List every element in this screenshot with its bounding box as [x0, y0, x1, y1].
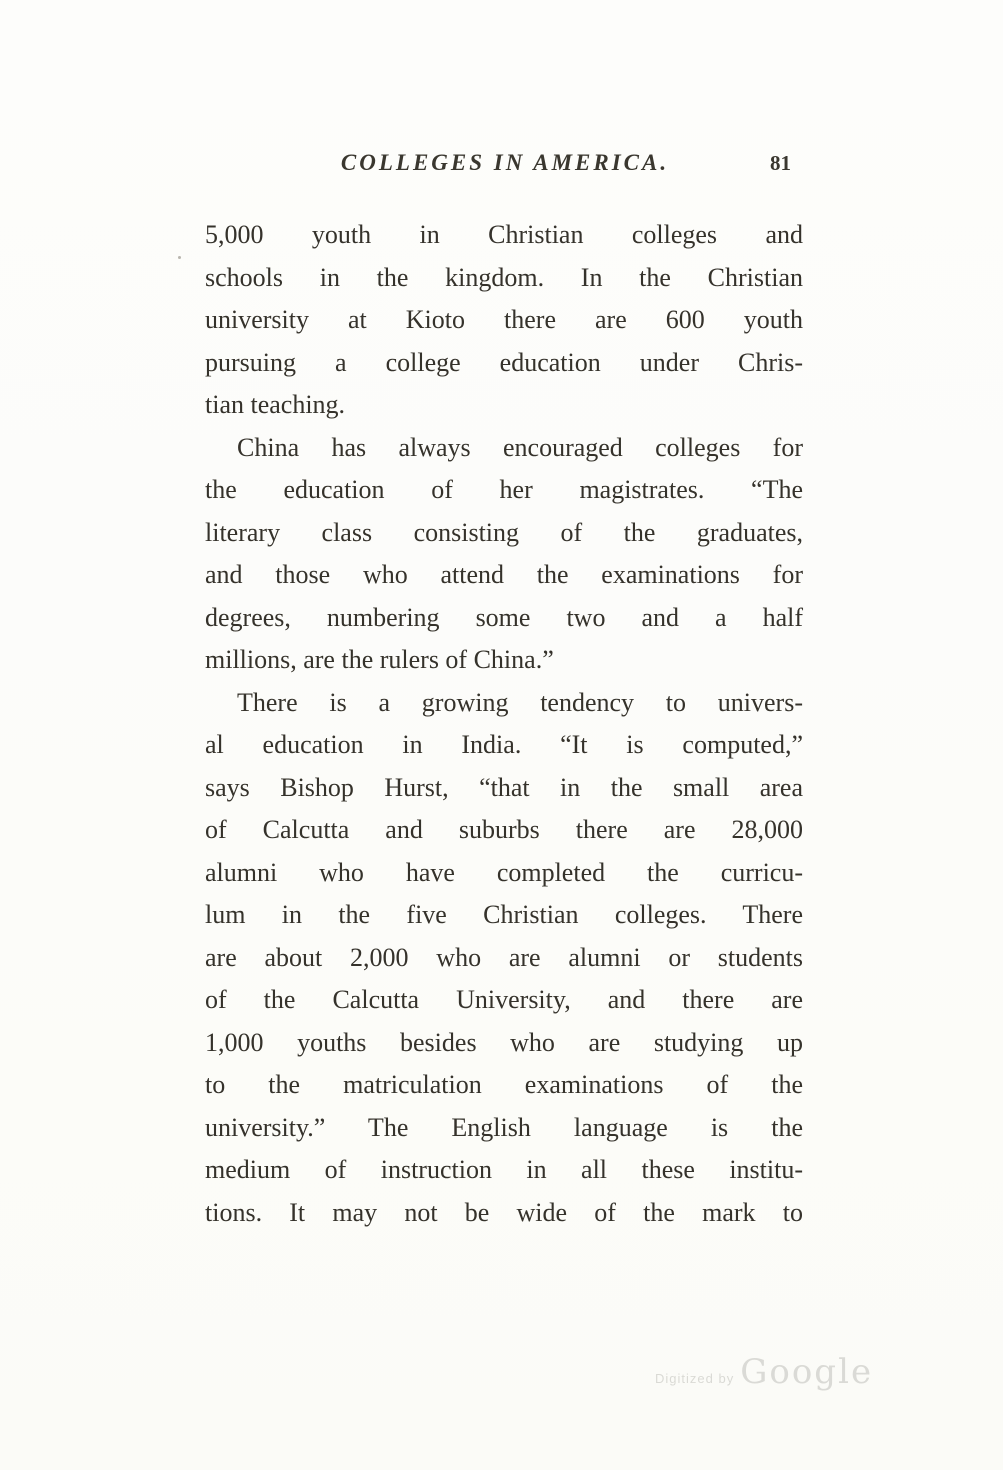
text-line: al education in India. “It is computed,”	[205, 730, 803, 759]
page-number: 81	[770, 151, 791, 175]
paragraph	[205, 682, 803, 1235]
text-line: lum in the five Christian colleges. There	[205, 900, 803, 929]
text-line: to the matriculation examinations of the	[205, 1070, 803, 1099]
scan-artifact-speck	[178, 256, 181, 259]
text-line: literary class consisting of the graduates,	[205, 517, 803, 547]
text-line: 1,000 youths besides who are studying up	[205, 1027, 803, 1057]
text-line: tian teaching.	[205, 390, 346, 419]
paragraph	[205, 427, 803, 682]
text-line: alumni who have completed the curricu-	[205, 857, 803, 887]
text-line: of Calcutta and suburbs there are 28,000	[205, 815, 803, 844]
text-line: medium of instruction in all these institu-	[205, 1155, 803, 1184]
watermark-prefix-label: Digitized by	[655, 1371, 735, 1386]
text-line: and those who attend the examinations for	[205, 560, 803, 589]
body-text	[205, 214, 803, 1234]
running-header	[205, 150, 805, 184]
text-line: pursuing a college education under Chris-	[205, 347, 803, 377]
text-line: university.” The English language is the	[205, 1112, 803, 1142]
text-line: of the Calcutta University, and there are	[205, 985, 803, 1014]
text-line: 5,000 youth in Christian colleges and	[205, 220, 803, 249]
text-line: millions, are the rulers of China.”	[205, 645, 554, 674]
page-title: COLLEGES IN AMERICA.	[340, 150, 670, 175]
text-line: are about 2,000 who are alumni or students	[205, 942, 803, 972]
text-line: tions. It may not be wide of the mark to	[205, 1197, 803, 1227]
google-logo: Google	[740, 1352, 874, 1392]
text-line: university at Kioto there are 600 youth	[205, 305, 803, 334]
text-line: says Bishop Hurst, “that in the small area	[205, 772, 803, 802]
paragraph	[205, 214, 803, 427]
text-line: degrees, numbering some two and a half	[205, 602, 803, 632]
text-line: the education of her magistrates. “The	[205, 475, 803, 504]
digitized-by-google-watermark	[655, 1352, 873, 1392]
text-line: China has always encouraged colleges for	[237, 432, 803, 462]
text-line: schools in the kingdom. In the Christian	[205, 262, 803, 292]
text-line: There is a growing tendency to univers-	[237, 687, 803, 717]
